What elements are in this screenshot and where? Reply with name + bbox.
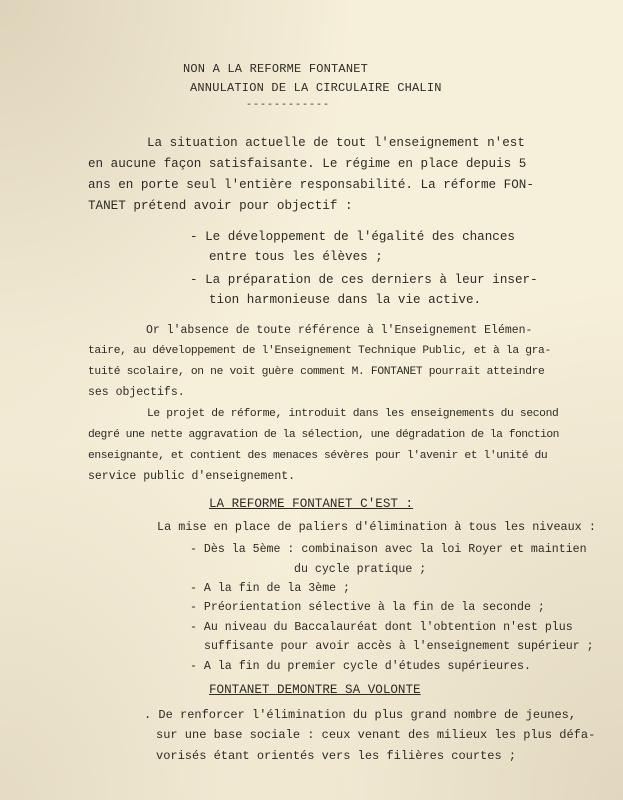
section1-item-4-line-1: - Au niveau du Baccalauréat dont l'obtention n'est plus: [190, 621, 573, 634]
paragraph3-line-3: enseignante, et contient des menaces sévères pour l'avenir et l'unité du: [88, 450, 548, 462]
paragraph3-line-2: degré une nette aggravation de la sélection, une dégradation de la fonction: [88, 429, 559, 441]
section1-item-5: - A la fin du premier cycle d'études supérieures.: [190, 660, 531, 673]
section2-heading: FONTANET DEMONTRE SA VOLONTE: [209, 683, 421, 697]
paragraph2-line-2: taire, au développement de l'Enseignement Technique Public, et à la gra-: [88, 345, 551, 357]
objective-1-line-2: entre tous les élèves ;: [209, 250, 383, 264]
section1-heading: LA REFORME FONTANET C'EST :: [209, 497, 414, 511]
paragraph2-line-3: tuité scolaire, on ne voit guère comment M. FONTANET pourrait atteindre: [88, 366, 545, 378]
section2-item-1-line-3: vorisés étant orientés vers les filières courtes ;: [156, 749, 517, 763]
paragraph3-line-4: service public d'enseignement.: [88, 470, 296, 483]
section1-item-1-line-2: du cycle pratique ;: [294, 563, 427, 576]
section1-item-2: - A la fin de la 3ème ;: [190, 582, 351, 595]
paragraph3-line-1: Le projet de réforme, introduit dans les enseignements du second: [147, 408, 559, 420]
objective-2-line-2: tion harmonieuse dans la vie active.: [209, 293, 482, 307]
section2-item-1-line-1: . De renforcer l'élimination du plus grand nombre de jeunes,: [144, 708, 577, 722]
intro-line-3: ans en porte seul l'entière responsabilité. La réforme FON-: [88, 178, 534, 192]
intro-line-1: La situation actuelle de tout l'enseignement n'est: [147, 136, 525, 150]
objective-2-line-1: - La préparation de ces derniers à leur inser-: [190, 273, 538, 287]
section1-item-1-line-1: - Dès la 5ème : combinaison avec la loi Royer et maintien: [190, 543, 587, 556]
paragraph2-line-1: Or l'absence de toute référence à l'Enseignement Elémen-: [146, 324, 533, 337]
intro-line-2: en aucune façon satisfaisante. Le régime en place depuis 5: [88, 157, 527, 171]
intro-line-4: TANET prétend avoir pour objectif :: [88, 199, 353, 213]
paragraph2-line-4: ses objectifs.: [88, 386, 185, 399]
section1-item-4-line-2: suffisante pour avoir accès à l'enseignement supérieur ;: [204, 640, 594, 653]
section1-item-3: - Préorientation sélective à la fin de la seconde ;: [190, 601, 545, 614]
section1-intro: La mise en place de paliers d'élimination à tous les niveaux :: [157, 520, 596, 534]
section2-item-1-line-2: sur une base sociale : ceux venant des milieux les plus défa-: [156, 728, 596, 742]
title-line-1: NON A LA REFORME FONTANET: [183, 62, 369, 76]
objective-1-line-1: - Le développement de l'égalité des chances: [190, 230, 515, 244]
title-separator: ------------: [246, 100, 331, 111]
title-line-2: ANNULATION DE LA CIRCULAIRE CHALIN: [190, 81, 442, 95]
